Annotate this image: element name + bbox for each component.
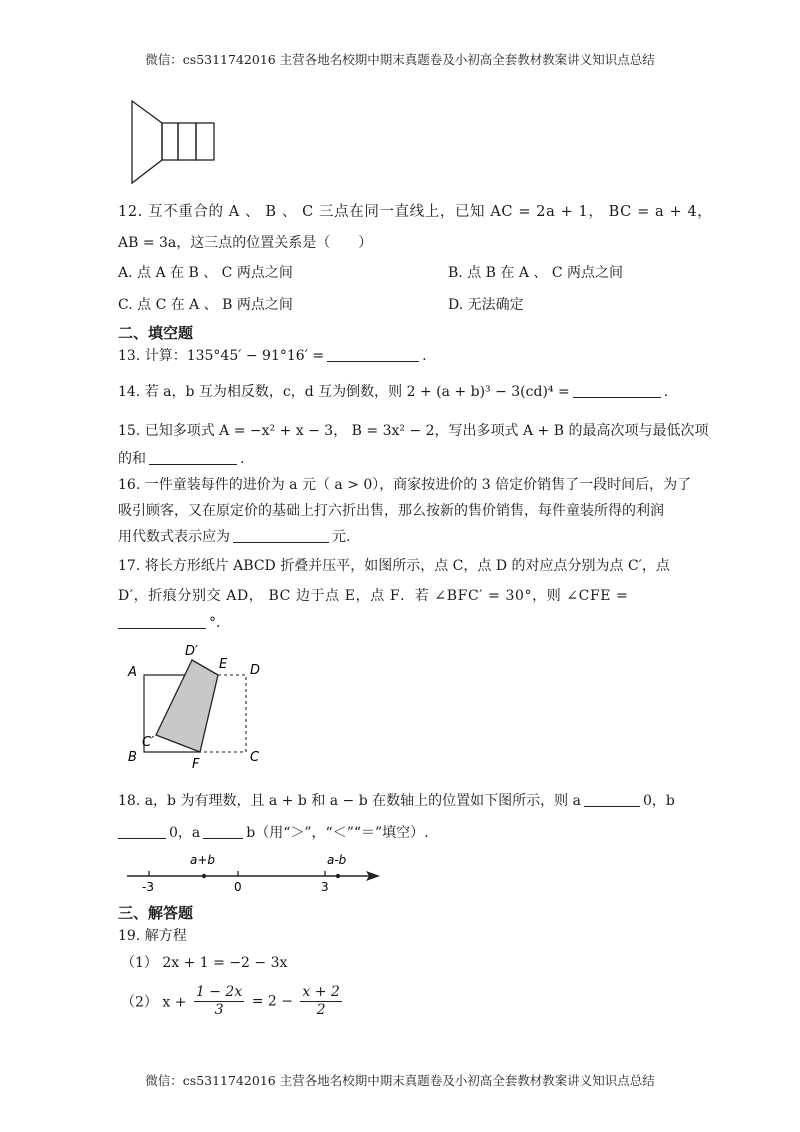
- q12-option-b: B. 点 B 在 A 、 C 两点之间: [448, 265, 623, 281]
- q18-blank-1[interactable]: [584, 791, 640, 807]
- fraction-1-denominator: 3: [214, 1002, 224, 1018]
- page-footer: 微信：cs5311742016 主营各地名校期中期末真题卷及小初高全套教材教案讲义知识点总结: [145, 1073, 655, 1088]
- q12-option-d: D. 无法确定: [448, 297, 524, 313]
- q13: [118, 345, 427, 365]
- q16-text: 用代数式表示应为: [118, 529, 230, 545]
- q12-line2: AB = 3a，这三点的位置关系是（ ）: [118, 235, 373, 251]
- q14: [118, 381, 668, 401]
- q14-text: 14. 若 a，b 互为相反数，c，d 互为倒数，则 2 + (a + b)³ − 3(cd)⁴ =: [118, 384, 570, 400]
- q17-end: °．: [209, 615, 230, 631]
- label-C-prime: C′: [142, 735, 155, 750]
- point-a-minus-b: [336, 874, 340, 878]
- q19-fraction-2: [300, 984, 341, 1019]
- q18-text-3: 0，a: [169, 825, 201, 841]
- page-header: 微信：cs5311742016 主营各地名校期中期末真题卷及小初高全套教材教案讲义知识点总结: [145, 52, 655, 67]
- q18-line1: [118, 790, 675, 810]
- label-C: C: [250, 750, 260, 765]
- q18-text-4: b（用“＞”，“＜”“＝”填空）.: [246, 825, 429, 841]
- label-D-prime: D′: [185, 644, 198, 659]
- q16-end: 元.: [332, 529, 351, 545]
- label-B: B: [128, 750, 137, 765]
- fraction-1-numerator: 1 − 2x: [195, 984, 243, 1000]
- tick-label-0: 0: [234, 880, 242, 894]
- q15-line2: [118, 448, 244, 468]
- q13-text: 13. 计算：135°45′ − 91°16′ =: [118, 348, 325, 364]
- q17-line3: [118, 612, 230, 632]
- fraction-2-numerator: x + 2: [302, 984, 340, 1000]
- point-a-plus-b: [202, 874, 206, 878]
- cube-net-figure: [125, 95, 220, 190]
- q15-line1: 15. 已知多项式 A = −x² + x − 3， B = 3x² − 2，写出多项式 A + B 的最高次项与最低次项: [118, 423, 709, 439]
- q17-line2: D′，折痕分别交 AD， BC 边于点 E，点 F．若 ∠BFC′ = 30°，则 ∠CFE =: [118, 588, 629, 604]
- label-F: F: [192, 757, 200, 770]
- q12-option-c: C. 点 C 在 A 、 B 两点之间: [118, 297, 293, 313]
- tick-label-3: 3: [321, 880, 329, 894]
- q16-line3: [118, 526, 350, 546]
- q15-text: 的和: [118, 451, 146, 467]
- label-D: D: [250, 663, 261, 678]
- q19-eq2: [121, 984, 345, 1019]
- folded-rectangle-figure: [120, 640, 270, 770]
- tick-label-neg3: -3: [142, 880, 154, 894]
- q15-answer-blank[interactable]: [149, 449, 237, 465]
- q18-line2: [118, 822, 429, 842]
- q14-answer-blank[interactable]: [573, 382, 661, 398]
- q13-end: .: [422, 348, 427, 364]
- number-line-figure: [122, 850, 387, 895]
- section-fill-in-title: 二、填空题: [118, 324, 194, 342]
- q18-blank-3[interactable]: [203, 823, 243, 839]
- label-E: E: [219, 657, 228, 672]
- folded-flap: [156, 660, 218, 752]
- q13-answer-blank[interactable]: [327, 346, 419, 362]
- q17-answer-blank[interactable]: [118, 613, 206, 629]
- section-solve-title: 三、解答题: [118, 904, 194, 922]
- q19-eq2-mid: = 2 −: [251, 993, 293, 1010]
- q19-eq2-prefix: （2） x +: [121, 994, 187, 1011]
- fraction-2-denominator: 2: [316, 1002, 326, 1018]
- q19-fraction-1: [194, 984, 244, 1019]
- q18-blank-2[interactable]: [118, 823, 166, 839]
- q15-end: .: [240, 451, 245, 467]
- label-A: A: [128, 665, 137, 680]
- q16-answer-blank[interactable]: [233, 527, 329, 543]
- q12-option-a: A. 点 A 在 B 、 C 两点之间: [118, 265, 293, 281]
- q16-line1: 16. 一件童装每件的进价为 a 元（ a > 0），商家按进价的 3 倍定价销售了一段时间后，为了: [118, 477, 692, 493]
- q18-text-2: 0，b: [642, 793, 675, 809]
- q16-line2: 吸引顾客，又在原定价的基础上打六折出售，那么按新的售价销售，每件童装所得的利润: [118, 503, 664, 519]
- point-label-a-minus-b: a-b: [327, 853, 347, 867]
- q17-line1: 17. 将长方形纸片 ABCD 折叠并压平，如图所示，点 C，点 D 的对应点分别为点 C′，点: [118, 558, 670, 574]
- q19-title: 19. 解方程: [118, 928, 187, 944]
- q12-line1: 12. 互不重合的 A 、 B 、 C 三点在同一直线上，已知 AC = 2a + 1， BC = a + 4，: [118, 204, 713, 220]
- q19-eq1: （1） 2x + 1 = −2 − 3x: [121, 955, 288, 971]
- point-label-a-plus-b: a+b: [190, 853, 216, 867]
- q18-text: 18. a，b 为有理数，且 a + b 和 a − b 在数轴上的位置如下图所示，则 a: [118, 793, 581, 809]
- q14-end: .: [663, 384, 669, 400]
